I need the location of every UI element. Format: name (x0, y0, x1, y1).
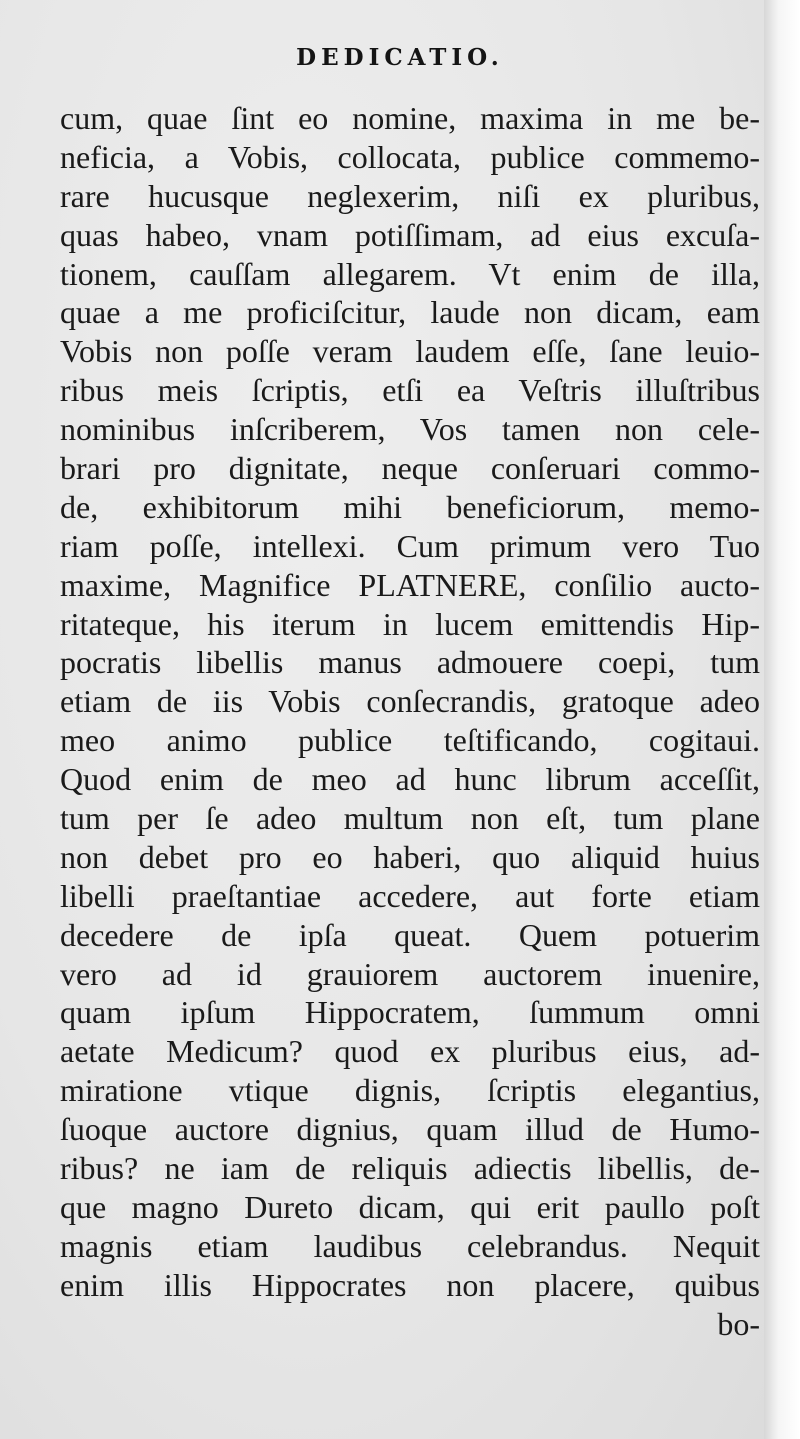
text-line: decedere de ipſa queat. Quem potuerim (60, 916, 760, 953)
text-line: etiam de iis Vobis conſecrandis, gratoque adeo (60, 683, 760, 720)
page-edge (764, 0, 800, 1439)
text-line: tionem, cauſſam allegarem. Vt enim de illa, (60, 255, 760, 292)
text-line: Quod enim de meo ad hunc librum acceſſit, (60, 761, 760, 798)
text-line: de, exhibitorum mihi beneficiorum, memo- (60, 488, 760, 525)
running-head: DEDICATIO. (296, 44, 504, 71)
text-line: neficia, a Vobis, collocata, publice commemo- (60, 138, 760, 175)
text-line: nominibus inſcriberem, Vos tamen non cele- (60, 411, 760, 448)
text-line: quam ipſum Hippocratem, ſummum omni (60, 994, 760, 1031)
text-line: pocratis libellis manus admouere coepi, tum (60, 644, 760, 681)
text-line: quae a me proficiſcitur, laude non dicam, eam (60, 294, 760, 331)
text-line: aetate Medicum? quod ex pluribus eius, ad- (60, 1033, 760, 1070)
text-line: vero ad id grauiorem auctorem inuenire, (60, 955, 760, 992)
text-line: miratione vtique dignis, ſcriptis elegantius, (60, 1072, 760, 1109)
text-line: ritateque, his iterum in lucem emittendis Hip- (60, 605, 760, 642)
text-line: Vobis non poſſe veram laudem eſſe, ſane leuio- (60, 333, 760, 370)
text-line: brari pro dignitate, neque conſeruari commo- (60, 450, 760, 487)
text-line: ribus meis ſcriptis, etſi ea Veſtris illuſtribus (60, 372, 760, 409)
text-line: enim illis Hippocrates non placere, quibus (60, 1266, 760, 1303)
text-line: cum, quae ſint eo nomine, maxima in me be- (60, 100, 760, 136)
text-line: rare hucusque neglexerim, niſi ex pluribus, (60, 177, 760, 214)
text-line: non debet pro eo haberi, quo aliquid huius (60, 838, 760, 875)
text-line: tum per ſe adeo multum non eſt, tum plane (60, 800, 760, 837)
catchword: bo- (717, 1305, 760, 1342)
text-line: maxime, Magnifice PLATNERE, conſilio auctο- (60, 566, 760, 603)
text-line: riam poſſe, intellexi. Cum primum vero Tuo (60, 527, 760, 564)
text-line: ſuoque auctore dignius, quam illud de Humo- (60, 1111, 760, 1148)
text-line: que magno Dureto dicam, qui erit paullo poſt (60, 1188, 760, 1225)
text-line: magnis etiam laudibus celebrandus. Nequit (60, 1227, 760, 1264)
text-line: quas habeo, vnam potiſſimam, ad eius excuſa- (60, 216, 760, 253)
text-line: libelli praeſtantiae accedere, aut forte etiam (60, 877, 760, 914)
text-line: meo animo publice teſtificando, cogitaui. (60, 722, 760, 759)
body-text (60, 99, 760, 1344)
text-line: ribus? ne iam de reliquis adiectis libellis, de- (60, 1150, 760, 1187)
